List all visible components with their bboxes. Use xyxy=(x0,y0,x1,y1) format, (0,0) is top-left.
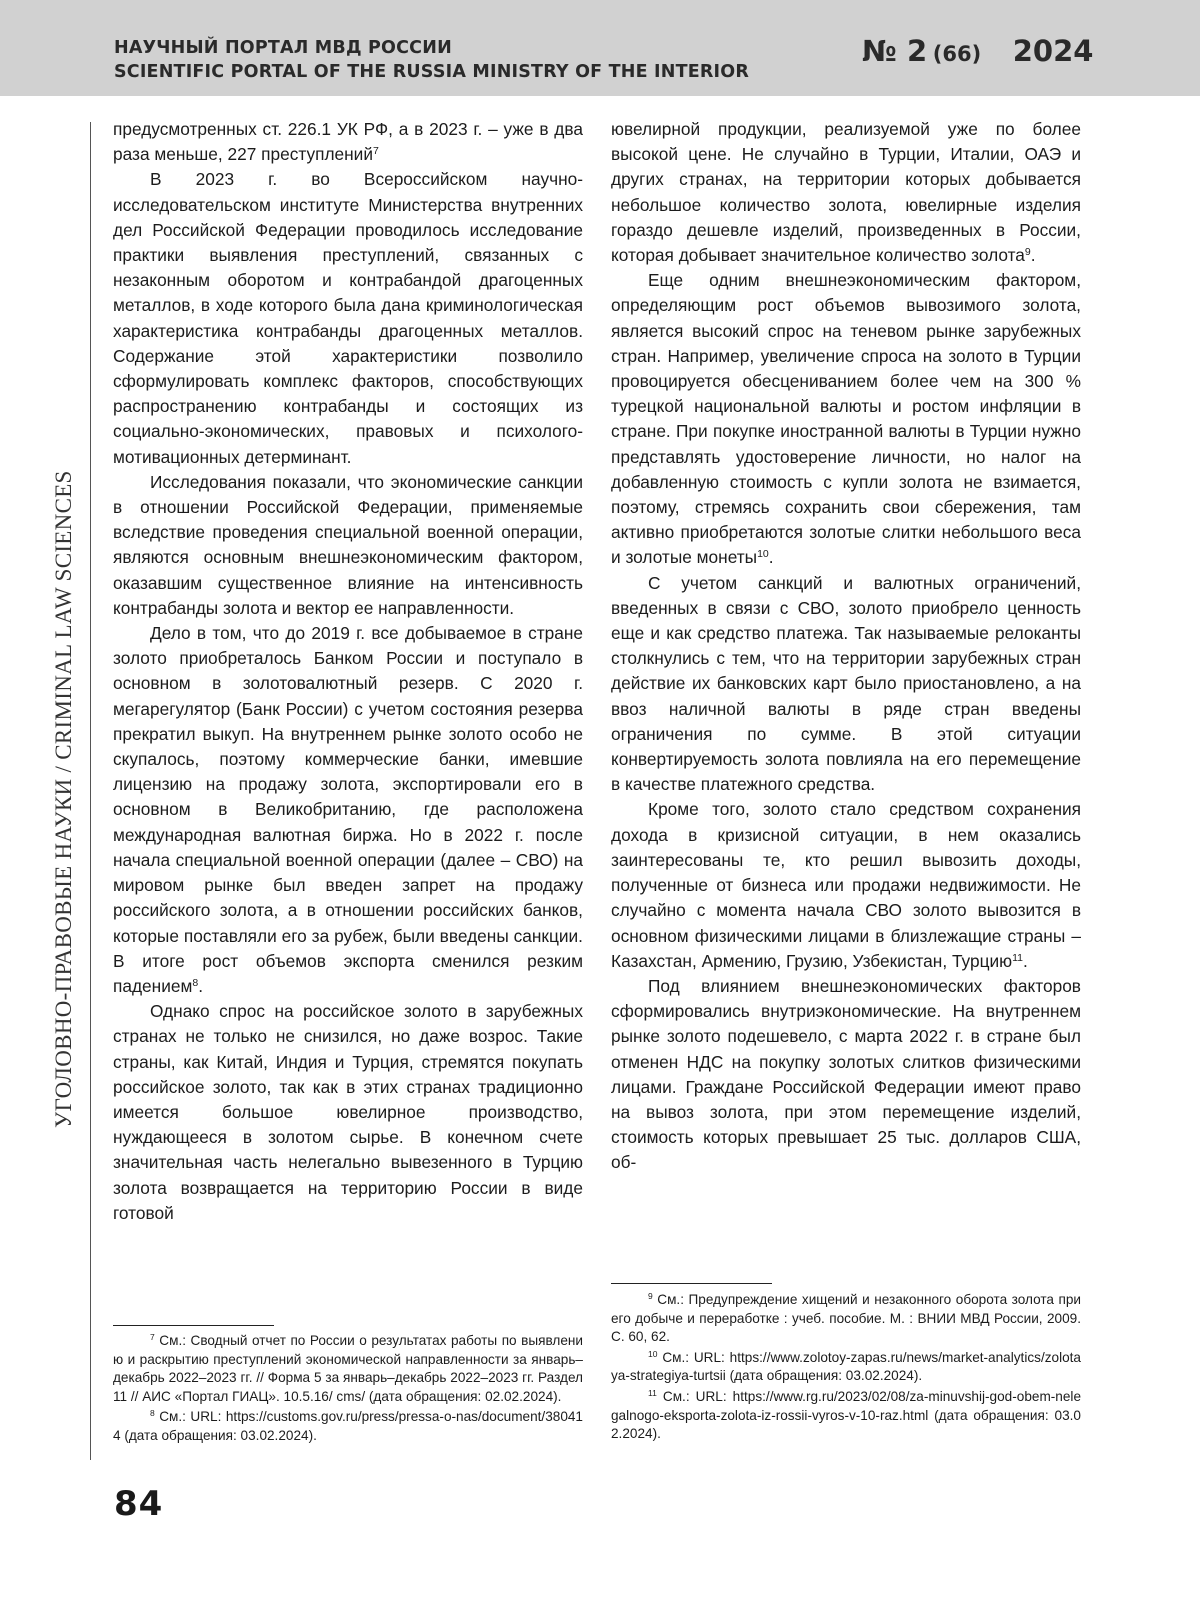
footnote-number: 7 xyxy=(150,1332,155,1342)
issue-year: 2024 xyxy=(1012,34,1094,68)
paragraph xyxy=(113,470,583,621)
right-text-column xyxy=(611,117,1081,1176)
paragraph xyxy=(113,167,583,469)
footnote-ref[interactable]: 10 xyxy=(757,548,769,561)
paragraph-text: В 2023 г. во Всероссийском научно-исследовательском институте Министерства внутренних дел Российской Федерации проводилось исследование практики выявления преступлений, связанных с незаконным оборотом и контрабандой драгоценных металлов, в ходе которого была дана криминологическая характеристика контрабанды драгоценных металлов. Содержание этой характеристики позволило сформулировать комплекс факторов, способствующих распространению контрабанды и состоящих из социально-экономических, правовых и психолого-мотивационных детерминант. xyxy=(113,169,583,467)
footnote xyxy=(113,1332,583,1406)
paragraph: Кроме того, золото стало средством сохранения дохода в кризисной ситуации, в нем оказались заинтересованы те, кто решил вывозить доходы, полученные от бизнеса или продажи недвижимости. Не случайно с момента начала СВО золото вывозится в основном физическими лицами в близлежащие страны – Казахстан, Армению, Грузию, Узбекистан, Турцию$^{11}$. xyxy=(611,799,1081,971)
left-text-column xyxy=(113,117,583,1226)
journal-name xyxy=(114,36,749,84)
journal-name-en: SCIENTIFIC PORTAL OF THE RUSSIA MINISTRY OF THE INTERIOR xyxy=(114,62,750,82)
paragraph-text: ювелирной продукции, реализуемой уже по более высокой цене. Не случайно в Турции, Италии, ОАЭ и других странах, на территории которых добывается небольшое количество золота, ювелирные изделия гораздо дешевле изделий, произведенных в России, которая добывает значительное количество золота xyxy=(611,119,1081,266)
footnote-text: См.: URL: https://www.zolotoy-zapas.ru/news/market-analytics/zolotaya-strategiya-turtsii (дата обращения: 03.02.2024). xyxy=(611,1349,1081,1384)
paragraph: ювелирной продукции, реализуемой уже по более высокой цене. Не случайно в Турции, Италии, ОАЭ и других странах, на территории которых добывается небольшое количество золота, ювелирные изделия гораздо дешевле изделий, произведенных в России, которая добывает значительное количество золота$^9$. xyxy=(611,119,1081,266)
page-number: 84 xyxy=(114,1484,164,1524)
paragraph: Еще одним внешнеэкономическим фактором, определяющим рост объемов вывозимого золота, является высокий спрос на теневом рынке зарубежных стран. Например, увеличение спроса на золото в Турции провоцируется обесцениванием более чем на 300 % турецкой национальной валюты и ростом инфляции в стране. При покупке иностранной валюты в Турции нужно представлять удостоверение личности, но налог на добавленную стоимость с купли золота не взимается, поэтому, стремясь сохранить свои сбережения, там активно приобретаются золотые слитки небольшого веса и золотые монеты$^{10}$. xyxy=(611,270,1081,568)
footnote-text: См.: Предупреждение хищений и незаконного оборота золота при его добыче и переработке : учеб. пособие. М. : ВНИИ МВД России, 2009. С. 60, 62. xyxy=(611,1292,1082,1345)
footnote-text: См.: Сводный отчет по России о результатах работы по выявлению и раскрытию преступлений экономической направленности за январь–декабрь 2022–2023 гг. // Форма 5 за январь–декабрь 2022–2023 гг. Раздел 11 // АИС «Портал ГИАЦ». 10.5.16/ cms/ (дата обращения: 02.02.2024). xyxy=(113,1333,583,1404)
footnote-number: 11 xyxy=(648,1387,657,1398)
footnotes-left xyxy=(113,1332,583,1448)
footnote-text: См.: URL: https://www.rg.ru/2023/02/08/za-minuvshij-god-obem-nelegalnogo-eksporta-zolota-iz-rossii-vyros-v-10-raz.html (дата обращения: 03.02.2024). xyxy=(611,1388,1081,1442)
paragraph-text: Кроме того, золото стало средством сохранения дохода в кризисной ситуации, в нем оказались заинтересованы те, кто решил вывозить доходы, полученные от бизнеса или продажи недвижимости. Не случайно с момента начала СВО золото вывозится в основном физическими лицами в близлежащие страны – Казахстан, Армению, Грузию, Узбекистан, Турцию xyxy=(611,799,1081,971)
paragraph-text: Однако спрос на российское золото в зарубежных странах не только не снизился, но даже возрос. Такие страны, как Китай, Индия и Турция, стремятся покупать российское золото, так как в этих странах традиционно имеется большое ювелирное производство, нуждающееся в золотом сырье. В конечном счете значительная часть нелегально вывезенного в Турцию золота возвращается на территорию России в виде готовой xyxy=(113,1001,583,1223)
paragraph: Дело в том, что до 2019 г. все добываемое в стране золото приобреталось Банком России и поступало в основном в золотовалютный резерв. С 2020 г. мегарегулятор (Банк России) с учетом состояния резерва прекратил выкуп. На внутреннем рынке золото особо не скупалось, поэтому коммерческие банки, имевшие лицензию на продажу золота, экспортировали его в основном в Великобританию, где расположена международная валютная биржа. Но в 2022 г. после начала специальной военной операции (далее – СВО) на мировом рынке был введен запрет на продажу российского золота, а в отношении российских банков, которые поставляли его за рубеж, были введены санкции. В итоге рост объемов экспорта сменился резким падением$^8$. xyxy=(113,623,583,996)
footnote-ref[interactable]: 9 xyxy=(1024,246,1031,259)
issue-total: (66) xyxy=(932,42,982,66)
paragraph-text: Под влиянием внешнеэкономических факторов сформировались внутриэкономические. На внутреннем рынке золото подешевело, с марта 2022 г. в стране был отменен НДС на покупку золотых слитков физическими лицами. Граждане Российской Федерации имеют право на вывоз золота, при этом перемещение изделий, стоимость которых превышает 25 тыс. долларов США, об- xyxy=(611,975,1081,1173)
footnote-number: 8 xyxy=(150,1408,155,1419)
footnote xyxy=(611,1349,1081,1386)
paragraph-text: С учетом санкций и валютных ограничений, введенных в связи с СВО, золото приобрело ценность еще и как средство платежа. Так называемые релоканты столкнулись с тем, что на территории зарубежных стран действие их банковских карт было приостановлено, а на ввоз наличной валюты в ряде стран введены ограничения по сумме. В этой ситуации конвертируемость золота повлияла на его перемещение в качестве платежного средства. xyxy=(611,572,1081,795)
side-divider xyxy=(90,122,91,1460)
footnote-ref[interactable]: 8 xyxy=(192,976,199,989)
footnotes-right xyxy=(611,1291,1081,1446)
paragraph xyxy=(113,117,583,167)
paragraph-text: Дело в том, что до 2019 г. все добываемое в стране золото приобреталось Банком России и поступало в основном в золотовалютный резерв. С 2020 г. мегарегулятор (Банк России) с учетом состояния резерва прекратил выкуп. На внутреннем рынке золото особо не скупалось, поэтому коммерческие банки, имевшие лицензию на продажу золота, экспортировали его в основном в Великобританию, где расположена международная валютная биржа. Но в 2022 г. после начала специальной военной операции (далее – СВО) на мировом рынке был введен запрет на продажу российского золота, а в отношении российских банков, которые поставляли его за рубеж, были введены санкции. В итоге рост объемов экспорта сменился резким падением xyxy=(113,623,583,996)
issue-number: № 2 xyxy=(862,34,928,68)
paragraph xyxy=(113,999,583,1226)
issue-info xyxy=(862,34,1093,68)
footnote-ref[interactable]: 11 xyxy=(1012,951,1024,964)
footnote-number: 10 xyxy=(648,1348,658,1359)
section-title-vertical: УГОЛОВНО-ПРАВОВЫЕ НАУКИ / CRIMINAL LAW SCIENCES xyxy=(51,470,76,1128)
paragraph xyxy=(611,974,1081,1176)
paragraph-text: Еще одним внешнеэкономическим фактором, определяющим рост объемов вывозимого золота, является высокий спрос на теневом рынке зарубежных стран. Например, увеличение спроса на золото в Турции провоцируется обесцениванием более чем на 300 % турецкой национальной валюты и ростом инфляции в стране. При покупке иностранной валюты в Турции нужно представлять удостоверение личности, но налог на добавленную стоимость с купли золота не взимается, поэтому, стремясь сохранить свои сбережения, там активно приобретаются золотые слитки небольшого веса и золотые монеты xyxy=(611,270,1081,568)
footnote-divider xyxy=(113,1325,274,1326)
footnote-text: См.: URL: https://customs.gov.ru/press/pressa-o-nas/document/380414 (дата обращения: 03.02.2024). xyxy=(113,1409,583,1443)
journal-name-ru: НАУЧНЫЙ ПОРТАЛ МВД РОССИИ xyxy=(114,38,452,58)
footnote xyxy=(113,1408,583,1445)
footnote-ref[interactable]: 7 xyxy=(373,145,379,158)
footnote xyxy=(611,1291,1081,1347)
paragraph xyxy=(611,571,1081,798)
paragraph-text: предусмотренных ст. 226.1 УК РФ, а в 2023 г. – уже в два раза меньше, 227 преступлений xyxy=(113,119,583,165)
footnote xyxy=(611,1388,1081,1444)
footnote-divider xyxy=(611,1283,772,1284)
footnote-number: 9 xyxy=(648,1291,653,1301)
paragraph-text: Исследования показали, что экономические санкции в отношении Российской Федерации, применяемые вследствие проведения специальной военной операции, являются основным внешнеэкономическим фактором, оказавшим существенное влияние на интенсивность контрабанды золота и вектор ее направленности. xyxy=(113,471,583,618)
